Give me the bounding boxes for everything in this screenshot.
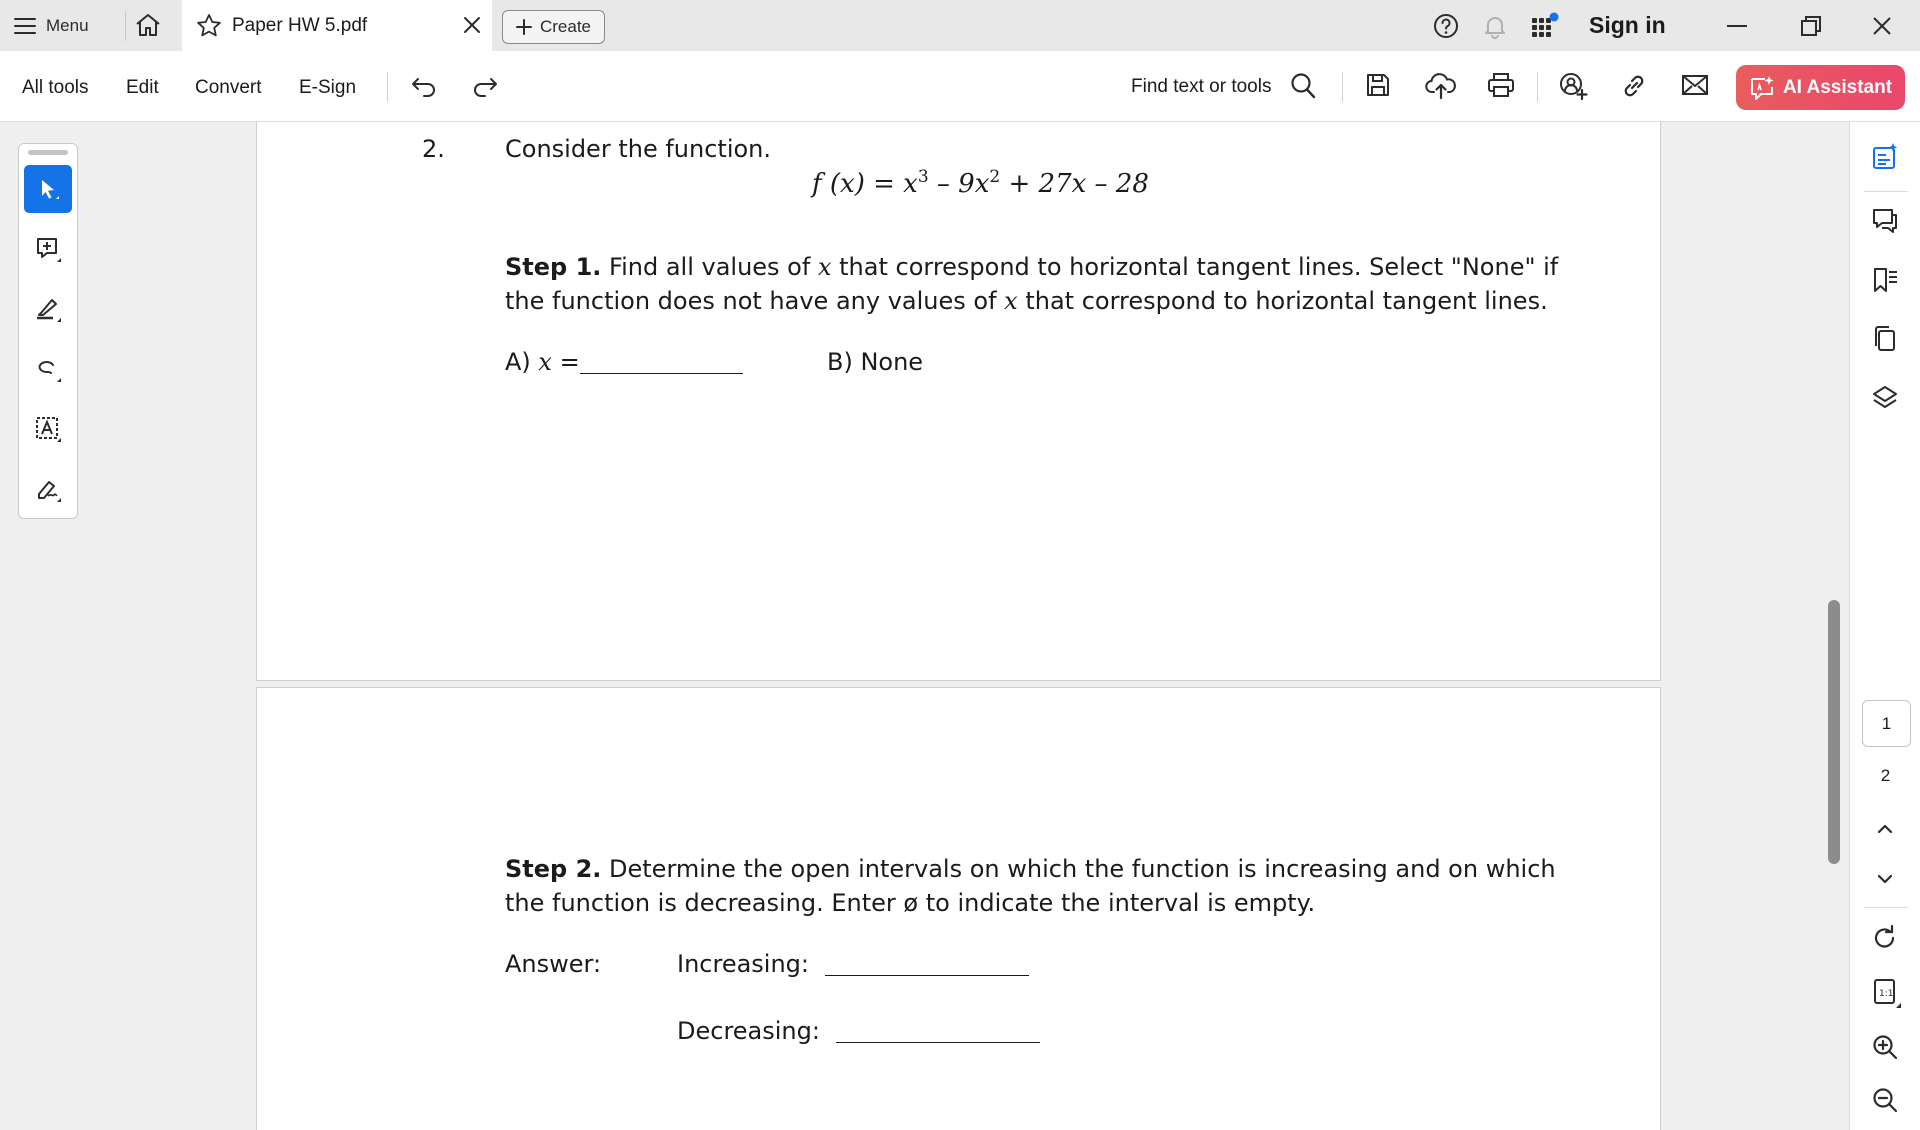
step1-text: that correspond to horizontal tangent lines. [1017, 287, 1548, 315]
title-bar [0, 0, 1920, 51]
main-toolbar [0, 51, 1920, 122]
apps-grid-icon [1530, 12, 1560, 40]
highlighter-icon [33, 294, 63, 324]
save-icon [1364, 71, 1392, 99]
vertical-scrollbar-thumb[interactable] [1828, 600, 1840, 864]
option-a [505, 348, 743, 376]
step1-line2 [505, 287, 1548, 315]
ai-generate-button[interactable] [1870, 142, 1900, 172]
plus-icon [516, 19, 532, 35]
menu-button[interactable] [14, 10, 89, 42]
notifications-button[interactable] [1481, 12, 1509, 40]
share-button[interactable] [1558, 71, 1588, 101]
restore-icon [1800, 15, 1822, 37]
eq-term1: x [903, 169, 918, 199]
hamburger-icon [14, 17, 36, 35]
divider [125, 11, 126, 41]
add-person-icon [1558, 71, 1588, 101]
minimize-button[interactable] [1717, 10, 1757, 42]
convert-menu[interactable]: Convert [195, 77, 262, 98]
bookmarks-panel-button[interactable] [1870, 265, 1900, 295]
copy-link-button[interactable] [1619, 71, 1649, 101]
esign-menu[interactable]: E-Sign [299, 77, 357, 98]
variable-x: x [817, 253, 832, 281]
find-text-or-tools[interactable]: Find text or tools [1131, 76, 1272, 97]
print-button[interactable] [1486, 71, 1516, 99]
ai-summary-icon [1870, 142, 1900, 172]
step1-text: that correspond to horizontal tangent lines. Select "None" if [831, 253, 1559, 281]
mail-icon [1680, 71, 1710, 99]
close-icon [1872, 16, 1892, 36]
zoom-in-icon [1870, 1032, 1900, 1062]
restore-button[interactable] [1791, 10, 1831, 42]
bell-icon [1481, 12, 1509, 40]
text-box-icon [33, 414, 63, 444]
step2-line2: the function is decreasing. Enter ø to indicate the interval is empty. [505, 889, 1316, 917]
pdf-page-2 [256, 687, 1661, 1130]
layers-panel-button[interactable] [1870, 383, 1900, 413]
page-thumbnails-button[interactable] [1870, 324, 1900, 354]
increasing-label: Increasing: [677, 950, 809, 978]
pages-icon [1870, 324, 1900, 354]
cloud-upload-icon [1425, 71, 1457, 99]
step2-text: Determine the open intervals on which the function is increasing and on which [601, 855, 1556, 883]
ai-assistant-label: AI Assistant [1782, 76, 1893, 98]
document-tab[interactable] [182, 0, 492, 51]
fit-page-icon [1870, 977, 1902, 1009]
email-button[interactable] [1680, 71, 1710, 99]
close-window-button[interactable] [1862, 10, 1902, 42]
menu-label: Menu [46, 16, 89, 35]
apps-button[interactable] [1530, 12, 1560, 40]
answer-blank-x [580, 350, 743, 374]
step1-line1 [505, 253, 1558, 281]
previous-page-button[interactable] [1870, 818, 1900, 840]
text-box-tool[interactable] [24, 405, 72, 453]
question-intro: Consider the function. [505, 135, 772, 163]
search-icon [1289, 71, 1317, 101]
eq-exp2: 2 [989, 167, 1001, 187]
step1-text: the function does not have any values of [505, 287, 1005, 315]
sign-tool[interactable] [24, 465, 72, 513]
select-tool[interactable] [24, 165, 72, 213]
redo-icon [470, 71, 500, 101]
highlight-tool[interactable] [24, 285, 72, 333]
divider [1537, 72, 1538, 102]
redo-button[interactable] [470, 71, 500, 101]
draw-tool[interactable] [24, 345, 72, 393]
total-pages: 2 [1880, 766, 1891, 785]
question-number: 2. [422, 135, 445, 163]
answer-label: Answer: [505, 950, 602, 978]
tab-title: Paper HW 5.pdf [232, 14, 368, 36]
decreasing-label: Decreasing: [677, 1017, 820, 1045]
divider [1864, 907, 1908, 908]
quick-tools-palette [18, 143, 78, 519]
bookmark-icon [1870, 265, 1900, 295]
upload-button[interactable] [1425, 71, 1457, 99]
option-a-label: A) [505, 348, 539, 376]
divider [1864, 191, 1908, 192]
step2-line1 [505, 855, 1556, 883]
cursor-icon [34, 175, 62, 203]
divider [387, 72, 388, 102]
rotate-icon [1870, 923, 1900, 953]
ai-assistant-button[interactable] [1736, 65, 1905, 110]
zoom-in-button[interactable] [1870, 1032, 1900, 1062]
palette-grip[interactable] [28, 150, 68, 155]
comments-panel-button[interactable] [1870, 206, 1900, 236]
minimize-icon [1726, 24, 1748, 28]
step2-label: Step 2. [505, 855, 602, 883]
option-a-equals: = [551, 348, 580, 376]
signature-pen-icon [33, 474, 63, 504]
freehand-icon [33, 354, 63, 384]
print-icon [1486, 71, 1516, 99]
increasing-row [677, 950, 1029, 978]
undo-icon [409, 71, 439, 101]
eq-lhs: f (x) = [812, 169, 904, 199]
all-tools-menu[interactable]: All tools [22, 77, 89, 98]
page-fit-button[interactable] [1870, 977, 1902, 1009]
chevron-up-icon [1870, 818, 1900, 840]
rotate-button[interactable] [1870, 923, 1900, 953]
star-icon[interactable] [196, 13, 222, 39]
create-label: Create [539, 17, 592, 36]
search-button[interactable] [1289, 71, 1317, 101]
variable-x: x [1004, 287, 1018, 315]
help-icon [1432, 12, 1460, 40]
zoom-out-button[interactable] [1870, 1085, 1900, 1115]
eq-term3: + 27x – 28 [1000, 169, 1149, 199]
step1-label: Step 1. [505, 253, 602, 281]
step1-text: Find all values of [601, 253, 818, 281]
ai-assistant-icon [1749, 75, 1775, 101]
chevron-down-icon [1870, 868, 1900, 890]
current-page-input[interactable]: 1 [1862, 700, 1911, 747]
help-button[interactable] [1432, 12, 1460, 40]
eq-term2: – 9x [928, 169, 990, 199]
comments-icon [1870, 206, 1900, 236]
link-icon [1619, 71, 1649, 101]
home-button[interactable] [134, 12, 162, 38]
edit-menu[interactable]: Edit [126, 77, 159, 98]
document-viewport[interactable] [0, 122, 1849, 1130]
add-comment-tool[interactable] [24, 225, 72, 273]
function-equation [812, 167, 1149, 199]
add-comment-icon [33, 234, 63, 264]
variable-x: x [538, 348, 552, 376]
undo-button[interactable] [409, 71, 439, 101]
right-rail [1849, 122, 1920, 1130]
home-icon [134, 12, 162, 38]
svg-text:1:1: 1:1 [1879, 989, 1894, 999]
save-button[interactable] [1364, 71, 1392, 99]
eq-exp1: 3 [917, 167, 929, 187]
sign-in-link[interactable]: Sign in [1589, 12, 1666, 38]
pdf-page-1 [256, 122, 1661, 681]
create-button[interactable] [502, 10, 605, 44]
layers-icon [1870, 383, 1900, 413]
zoom-out-icon [1870, 1085, 1900, 1115]
increasing-blank [825, 952, 1029, 976]
decreasing-row [677, 1017, 1040, 1045]
close-tab-icon[interactable] [462, 15, 482, 35]
decreasing-blank [836, 1019, 1040, 1043]
next-page-button[interactable] [1870, 868, 1900, 890]
divider [1342, 72, 1343, 102]
option-b: B) None [827, 348, 924, 376]
